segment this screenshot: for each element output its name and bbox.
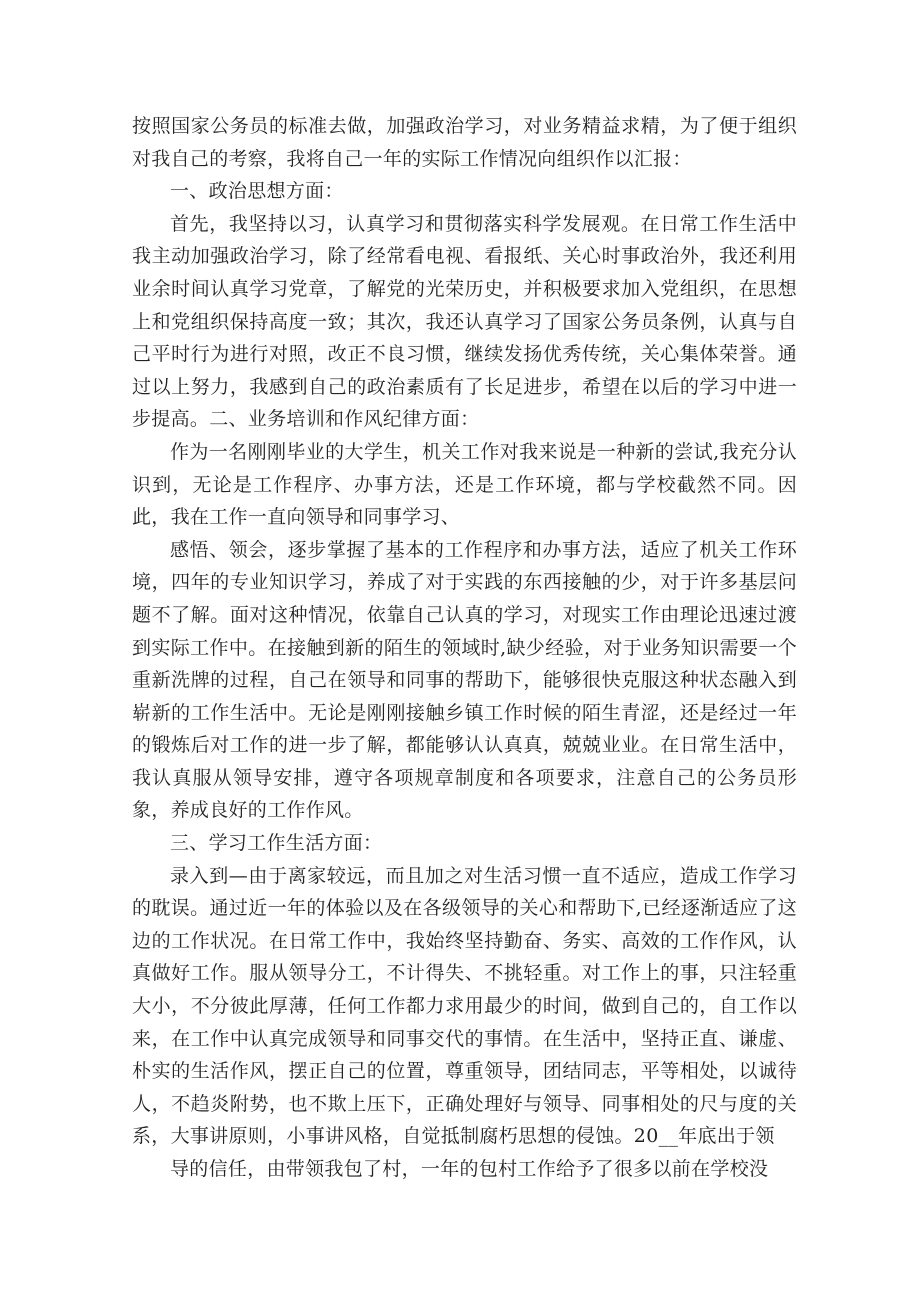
section-heading-political: 一、政治思想方面：: [170, 180, 344, 203]
paragraph-intro: 按照国家公务员的标准去做，加强政治学习，对业务精益求精，为了便于组织对我自己的考察，我将自己一年的实际工作情况向组织作以汇报：: [132, 115, 797, 170]
document-body: [132, 110, 797, 1186]
paragraph-business-2: 感悟、领会，逐步掌握了基本的工作程序和办事方法，适应了机关工作环境，四年的专业知识学习，养成了对于实践的东西接触的少，对于许多基层问题不了解。面对这种情况，依靠自己认真的学习，对现实工作由理论迅速过渡到实际工作中。在接触到新的陌生的领域时,缺少经验，对于业务知识需要一个重新洗牌的过程，自己在领导和同事的帮助下，能够很快克服这种状态融入到崭新的工作生活中。无论是刚刚接触乡镇工作时候的陌生青涩，还是经过一年的锻炼后对工作的进一步了解，都能够认认真真，兢兢业业。在日常生活中，我认真服从领导安排，遵守各项规章制度和各项要求，注意自己的公务员形象，养成良好的工作作风。: [132, 538, 797, 822]
paragraph-political: 首先，我坚持以习，认真学习和贯彻落实科学发展观。在日常工作生活中我主动加强政治学习，除了经常看电视、看报纸、关心时事政治外，我还利用业余时间认真学习党章，了解党的光荣历史，并积极要求加入党组织，在思想上和党组织保持高度一致；其次，我还认真学习了国家公务员条例，认真与自己平时行为进行对照，改正不良习惯，继续发扬优秀传统，关心集体荣誉。通过以上努力，我感到自己的政治素质有了长足进步，希望在以后的学习中进一步提高。二、业务培训和作风纪律方面：: [132, 212, 797, 431]
paragraph-business-1: 作为一名刚刚毕业的大学生，机关工作对我来说是一种新的尝试,我充分认识到，无论是工作程序、办事方法，还是工作环境，都与学校截然不同。因此，我在工作一直向领导和同事学习、: [132, 440, 797, 529]
paragraph-village: 导的信任，由带领我包了村，一年的包村工作给予了很多以前在学校没: [170, 1158, 769, 1180]
paragraph-study-work: 录入到—由于离家较远，而且加之对生活习惯一直不适应，造成工作学习的耽误。通过近一年的体验以及在各级领导的关心和帮助下,已经逐渐适应了这边的工作状况。在日常工作中，我始终坚持勤奋、务实、高效的工作作风，认真做好工作。服从领导分工，不计得失、不挑轻重。对工作上的事，只注轻重大小，不分彼此厚薄，任何工作都力求用最少的时间，做到自己的，自工作以来，在工作中认真完成领导和同事交代的事情。在生活中，坚持正直、谦虚、朴实的生活作风，摆正自己的位置，尊重领导，团结同志，平等相处，以诚待人，不趋炎附势，也不欺上压下，正确处理好与领导、同事相处的尺与度的关系，大事讲原则，小事讲风格，自觉抵制腐朽思想的侵蚀。20__年底出于领: [132, 864, 797, 1148]
section-heading-study-work: 三、学习工作生活方面：: [170, 832, 383, 855]
